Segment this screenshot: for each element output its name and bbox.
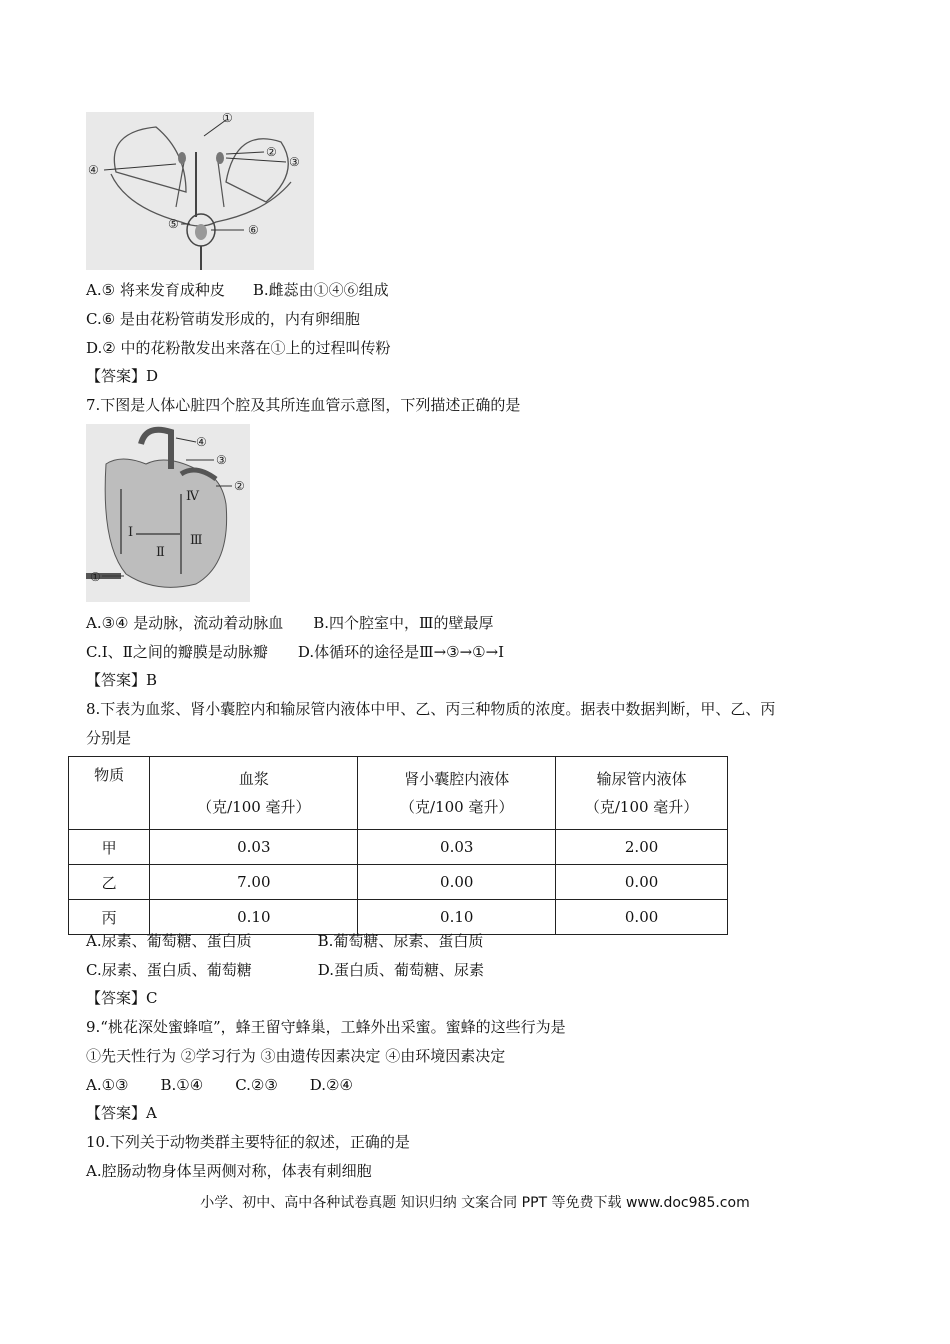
q7-answer: 【答案】B — [86, 671, 158, 689]
table-cell: 0.10 — [358, 900, 556, 935]
q8-answer: 【答案】C — [86, 989, 158, 1007]
q8-stem-line2: 分别是 — [86, 729, 132, 747]
q8-option-d: D.蛋白质、葡萄糖、尿素 — [317, 961, 484, 979]
table-row — [69, 900, 728, 935]
flower-label: ① — [222, 112, 233, 125]
flower-label: ② — [266, 145, 277, 159]
q9-option-b: B.①④ — [160, 1076, 204, 1094]
q9-options — [86, 1075, 353, 1095]
q8-option-b: B.葡萄糖、尿素、蛋白质 — [317, 932, 484, 950]
q8-stem-line1: 8.下表为血浆、肾小囊腔内和输尿管内液体中甲、乙、丙三种物质的浓度。据表中数据判断，甲、乙、丙 — [86, 700, 776, 718]
q6-option-c: C.⑥ 是由花粉管萌发形成的，内有卵细胞 — [86, 310, 360, 328]
q8-options-cd — [86, 960, 484, 980]
q6-options-ab — [86, 280, 389, 300]
table-header-cell: 肾小囊腔内液体 （克/100 毫升） — [358, 757, 556, 830]
q6-option-b: B.雌蕊由①④⑥组成 — [252, 281, 389, 299]
q6-answer: 【答案】D — [86, 367, 159, 385]
table-cell: 7.00 — [150, 865, 358, 900]
q8-option-c: C.尿素、蛋白质、葡萄糖 — [86, 961, 252, 979]
q8-option-a: A.尿素、葡萄糖、蛋白质 — [86, 932, 252, 950]
table-cell: 0.10 — [150, 900, 358, 935]
q7-options-cd — [86, 642, 504, 662]
flower-label: ④ — [88, 163, 99, 177]
table-cell: 乙 — [69, 865, 150, 900]
q10-stem: 10.下列关于动物类群主要特征的叙述，正确的是 — [86, 1133, 410, 1151]
heart-label: ② — [234, 479, 245, 493]
table-row — [69, 830, 728, 865]
heart-label: Ⅰ — [128, 525, 134, 540]
q7-option-a: A.③④ 是动脉，流动着动脉血 — [86, 614, 284, 632]
table-cell: 0.00 — [358, 865, 556, 900]
table-header-cell: 物质 — [69, 757, 150, 830]
q7-options-ab — [86, 613, 494, 633]
concentration-table — [68, 756, 728, 935]
q7-stem: 7.下图是人体心脏四个腔及其所连血管示意图，下列描述正确的是 — [86, 396, 521, 414]
q9-items: ①先天性行为 ②学习行为 ③由遗传因素决定 ④由环境因素决定 — [86, 1047, 506, 1065]
heart-label: ③ — [216, 453, 227, 467]
heart-label: Ⅳ — [186, 489, 199, 504]
q9-option-d: D.②④ — [309, 1076, 353, 1094]
heart-label: ① — [90, 570, 101, 584]
table-header-row — [69, 757, 728, 830]
q7-option-b: B.四个腔室中，Ⅲ的壁最厚 — [313, 614, 494, 632]
q6-option-a: A.⑤ 将来发育成种皮 — [86, 281, 225, 299]
heart-diagram — [86, 424, 250, 602]
q9-option-c: C.②③ — [235, 1076, 278, 1094]
heart-label: Ⅱ — [156, 545, 165, 560]
table-cell: 丙 — [69, 900, 150, 935]
q6-option-d: D.② 中的花粉散发出来落在①上的过程叫传粉 — [86, 339, 391, 357]
table-header-cell: 血浆 （克/100 毫升） — [150, 757, 358, 830]
table-cell: 2.00 — [556, 830, 728, 865]
table-header-cell: 输尿管内液体 （克/100 毫升） — [556, 757, 728, 830]
table-cell: 0.00 — [556, 865, 728, 900]
q9-option-a: A.①③ — [86, 1076, 129, 1094]
footer-text: 小学、初中、高中各种试卷真题 知识归纳 文案合同 PPT 等免费下载 www.doc985.com — [200, 1195, 750, 1211]
q7-option-c: C.Ⅰ、Ⅱ之间的瓣膜是动脉瓣 — [86, 643, 268, 661]
q10-option-a: A.腔肠动物身体呈两侧对称，体表有刺细胞 — [86, 1162, 372, 1180]
table-row — [69, 865, 728, 900]
table-cell: 甲 — [69, 830, 150, 865]
heart-label: ④ — [196, 435, 207, 449]
flower-label: ⑥ — [248, 223, 259, 237]
heart-label: Ⅲ — [190, 533, 203, 548]
flower-diagram — [86, 112, 314, 270]
table-cell: 0.00 — [556, 900, 728, 935]
q9-stem: 9.“桃花深处蜜蜂喧”，蜂王留守蜂巢，工蜂外出采蜜。蜜蜂的这些行为是 — [86, 1018, 566, 1036]
heart-structure-figure — [86, 424, 250, 602]
q9-answer: 【答案】A — [86, 1104, 157, 1122]
flower-label: ⑤ — [168, 217, 179, 231]
table-cell: 0.03 — [150, 830, 358, 865]
table-cell: 0.03 — [358, 830, 556, 865]
flower-label: ③ — [289, 155, 300, 169]
flower-structure-figure — [86, 112, 314, 270]
q7-option-d: D.体循环的途径是Ⅲ→③→①→Ⅰ — [297, 643, 505, 661]
q8-options-ab — [86, 931, 483, 951]
